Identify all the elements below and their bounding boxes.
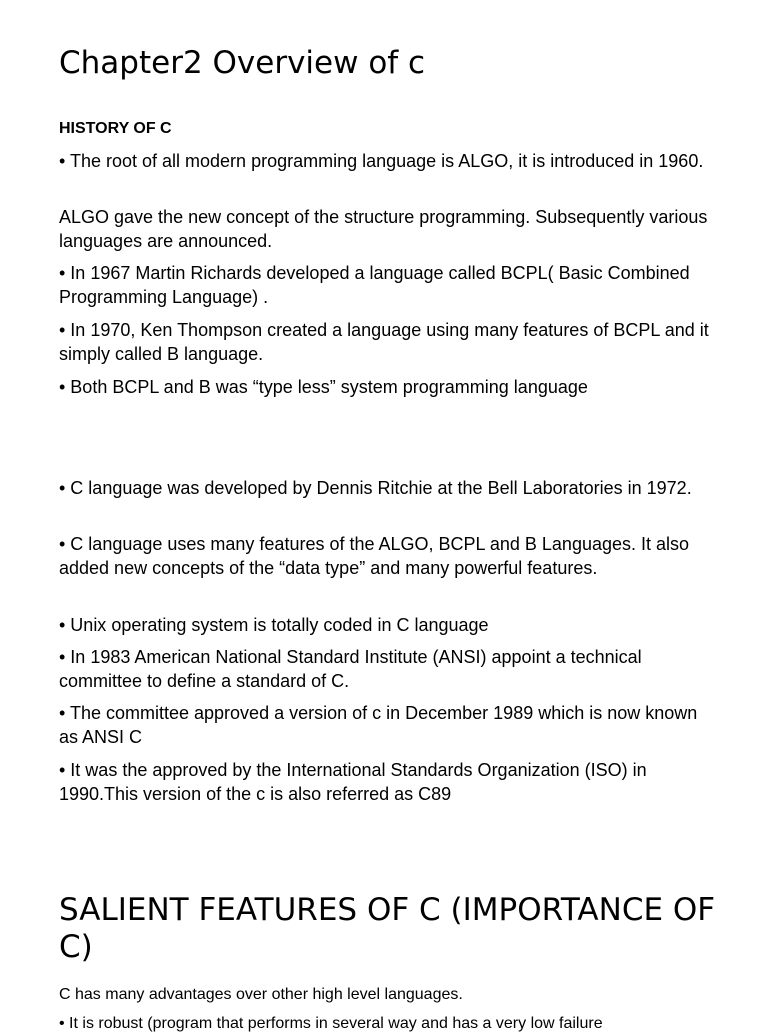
chapter-title: Chapter2 Overview of c	[59, 45, 426, 81]
c-history-paragraph: • C language was developed by Dennis Ritchie at the Bell Laboratories in 1972.	[59, 478, 692, 498]
history-paragraph: • The root of all modern programming language is ALGO, it is introduced in 1960.	[59, 151, 704, 171]
history-heading: HISTORY OF C	[59, 120, 172, 137]
c-history-paragraph: • In 1983 American National Standard Institute (ANSI) appoint a technical committee to define a standard of C.	[59, 647, 642, 691]
features-partial-line: • It is robust (program that performs in several way and has a very low failure	[59, 1015, 603, 1032]
features-intro: C has many advantages over other high level languages.	[59, 986, 463, 1003]
c-history-paragraph: • It was the approved by the International Standards Organization (ISO) in 1990.This version of the c is also referred as C89	[59, 760, 647, 804]
c-history-paragraph: • The committee approved a version of c in December 1989 which is now known as ANSI C	[59, 703, 698, 747]
c-history-paragraph: • C language uses many features of the ALGO, BCPL and B Languages. It also added new concepts of the “data type” and many powerful features.	[59, 534, 690, 578]
history-paragraph: • In 1970, Ken Thompson created a language using many features of BCPL and it simply called B language.	[59, 320, 709, 364]
history-paragraph: ALGO gave the new concept of the structure programming. Subsequently various languages are announced.	[59, 207, 708, 251]
c-history-paragraph: • Unix operating system is totally coded in C language	[59, 615, 489, 635]
history-paragraph: • Both BCPL and B was “type less” system programming language	[59, 377, 588, 397]
features-heading: SALIENT FEATURES OF C (IMPORTANCE OF C)	[59, 892, 716, 965]
history-paragraph: • In 1967 Martin Richards developed a language called BCPL( Basic Combined Programming Language) .	[59, 263, 690, 307]
